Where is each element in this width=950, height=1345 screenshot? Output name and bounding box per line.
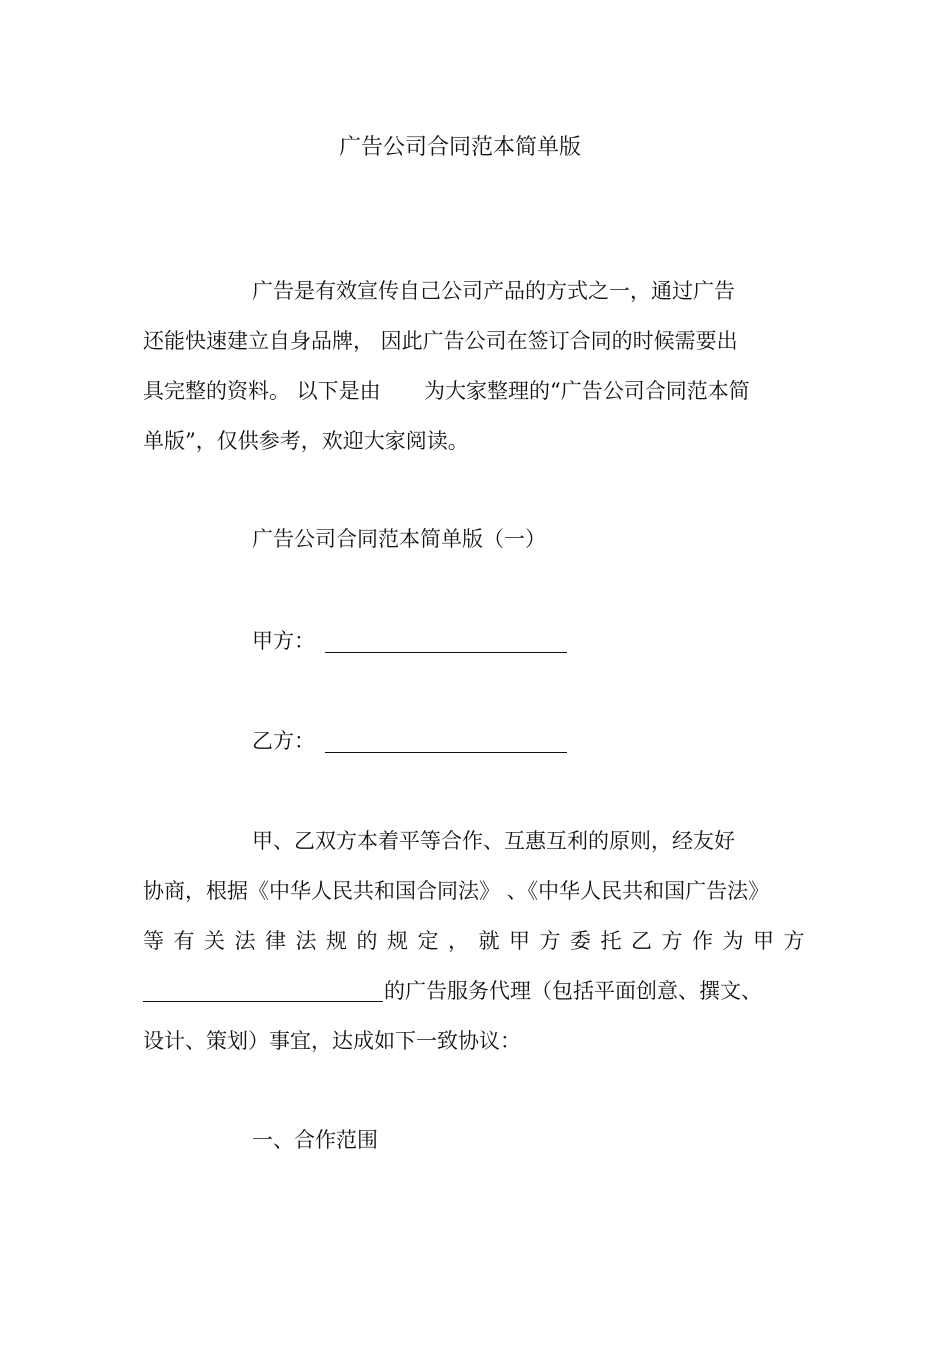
agreement-line-1: 甲、乙双方本着平等合作、互惠互利的原则，经友好: [252, 829, 735, 853]
clause-1-heading: 一、合作范围: [252, 1128, 378, 1152]
intro-line-3a: 具完整的资料。 以下是由: [143, 379, 381, 403]
party-a-row: [252, 626, 315, 656]
section-heading: 广告公司合同范本简单版（一）: [252, 527, 546, 551]
service-blank: [143, 983, 383, 1002]
party-b-row: [252, 726, 315, 756]
party-a-blank: [325, 634, 567, 653]
intro-line-2: 还能快速建立自身品牌， 因此广告公司在签订合同的时候需要出: [143, 329, 738, 353]
document-title: 广告公司合同范本简单版: [338, 135, 581, 160]
agreement-line-3: 等有关法律法规的规定，就甲方委托乙方作为甲方: [143, 929, 814, 953]
agreement-line-2: 协商，根据《中华人民共和国合同法》 、《中华人民共和国广告法》: [143, 879, 770, 903]
party-b-label: 乙方：: [252, 729, 315, 753]
intro-line-3b: 为大家整理的“广告公司合同范本简: [424, 379, 750, 403]
agreement-line-4: 的广告服务代理（包括平面创意、撰文、: [384, 979, 762, 1003]
agreement-line-5: 设计、策划）事宜，达成如下一致协议：: [143, 1029, 521, 1053]
party-b-blank: [325, 734, 567, 753]
intro-line-1: 广告是有效宣传自己公司产品的方式之一，通过广告: [252, 279, 735, 303]
intro-line-4: 单版”，仅供参考，欢迎大家阅读。: [143, 429, 469, 453]
party-a-label: 甲方：: [252, 629, 315, 653]
